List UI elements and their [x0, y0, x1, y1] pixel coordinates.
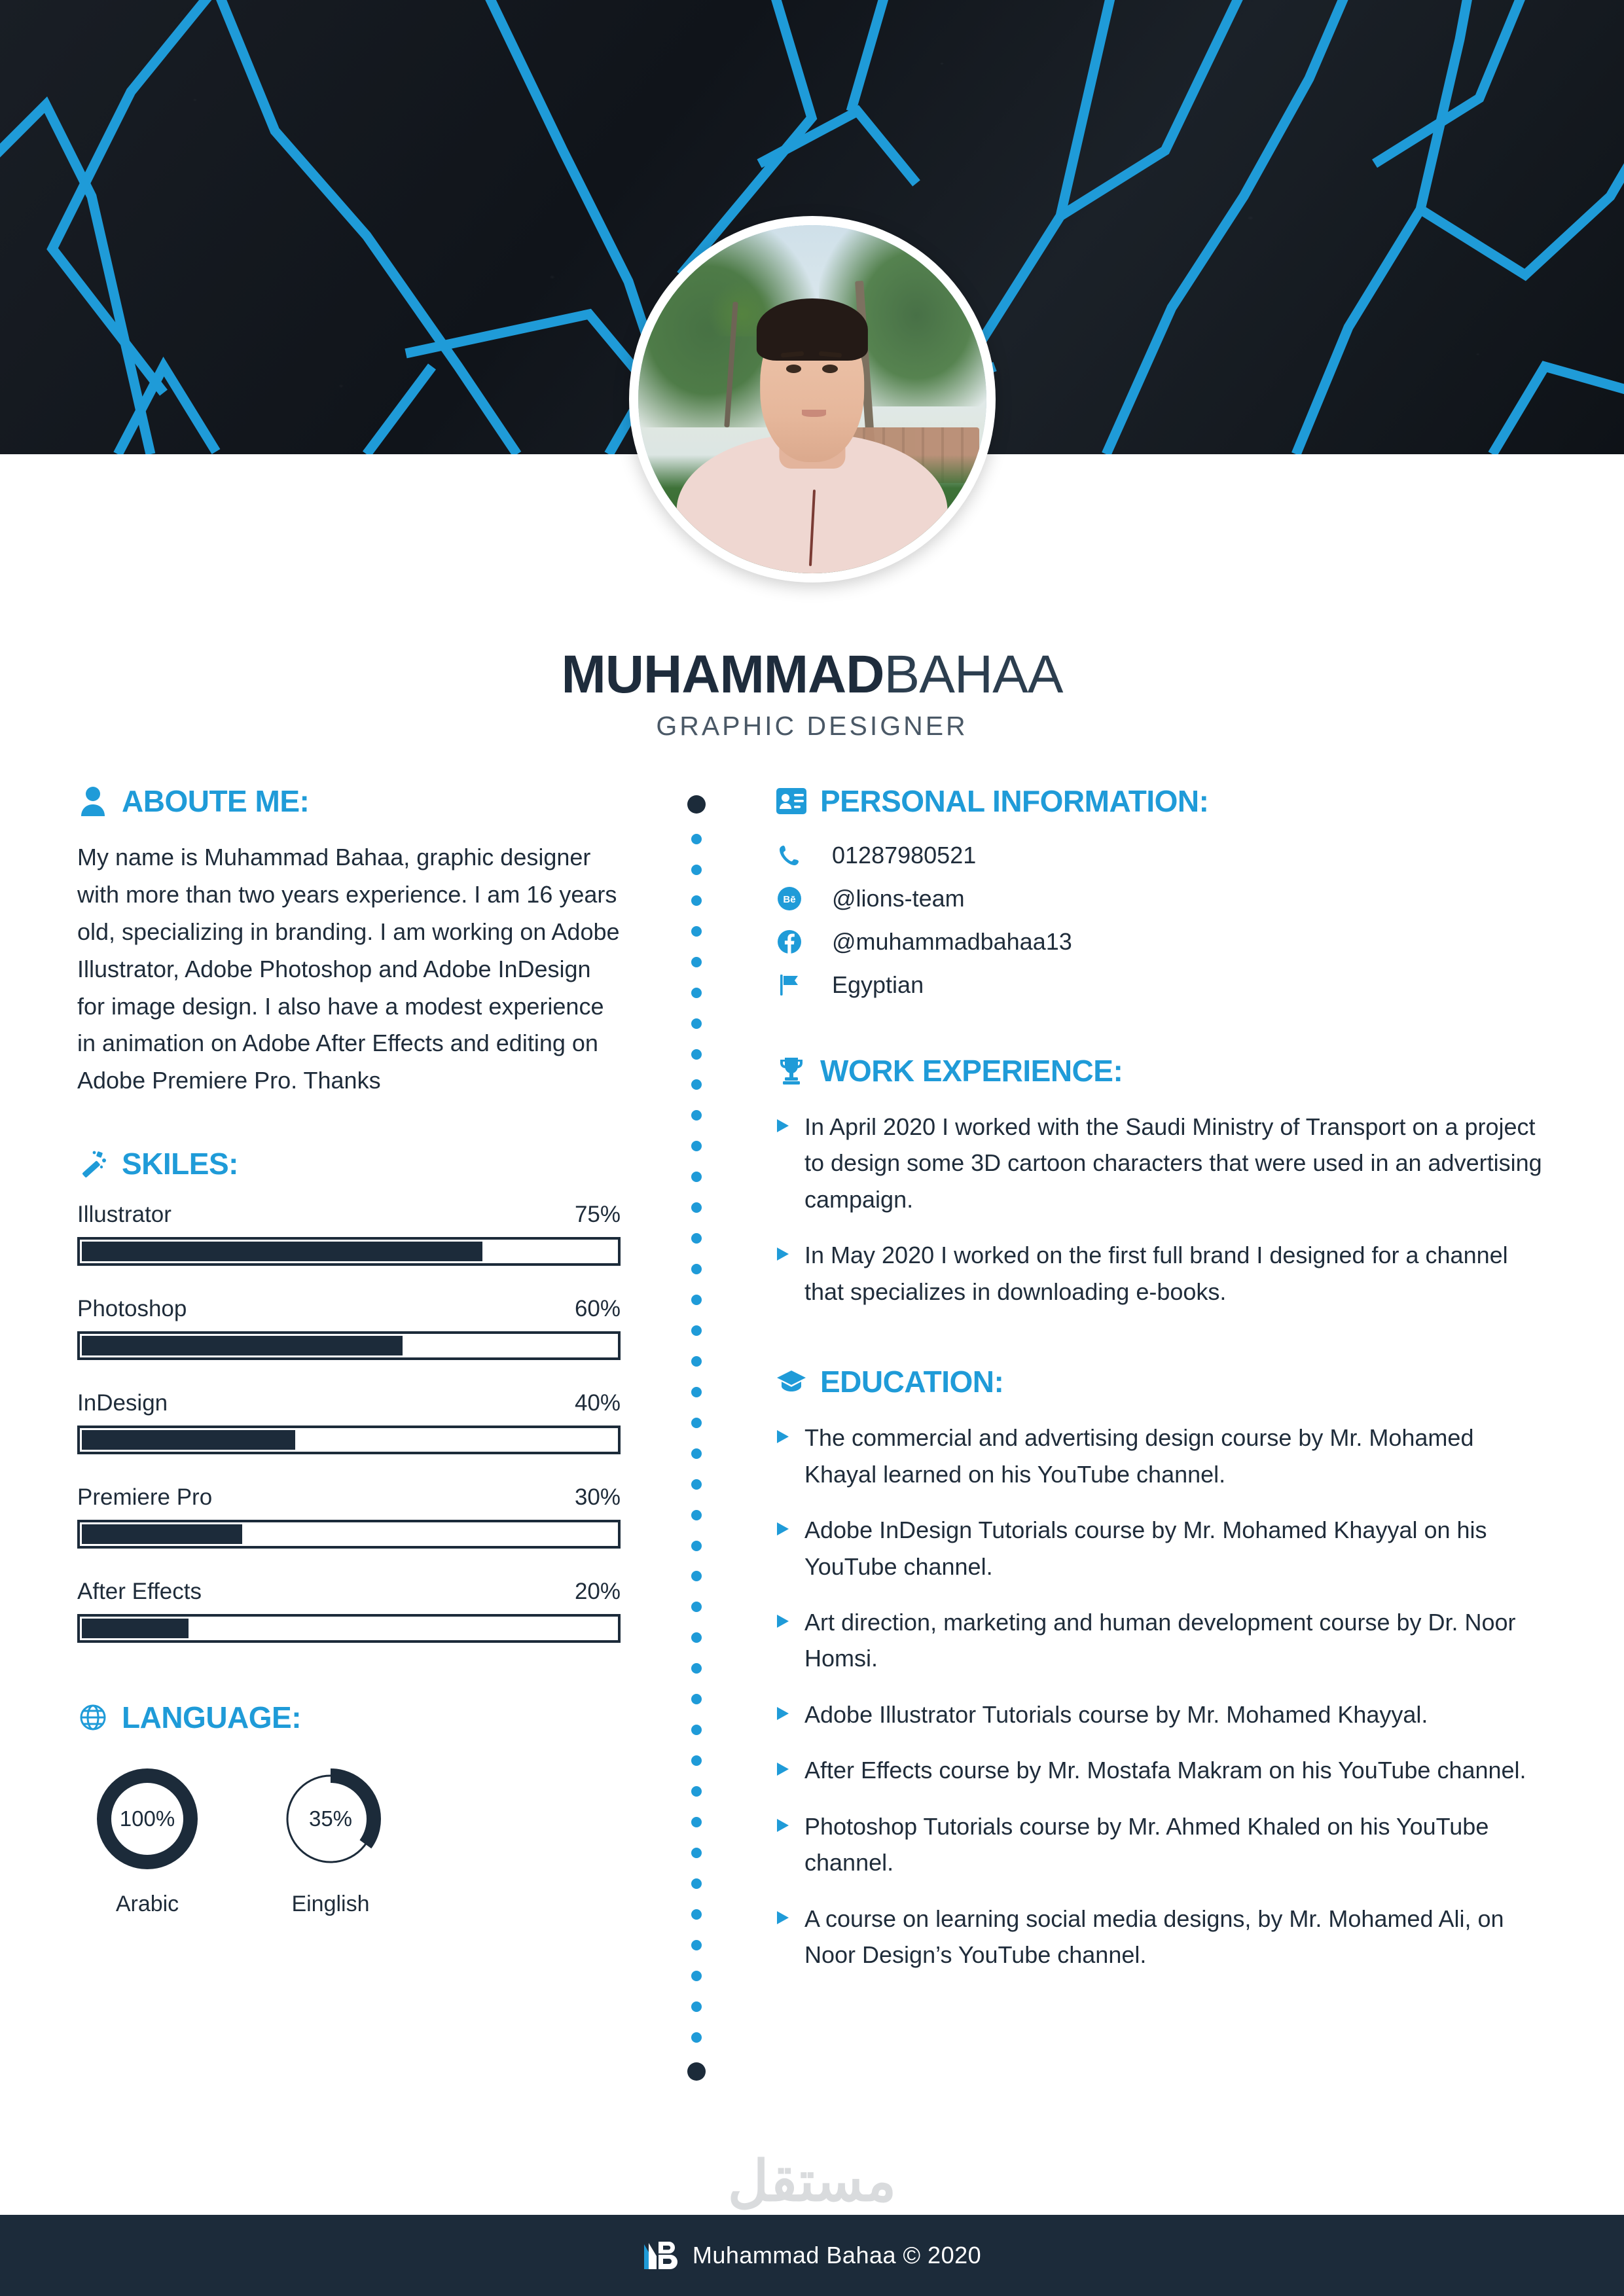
bullet-triangle-icon: [776, 1761, 790, 1780]
avatar: [629, 216, 996, 583]
language-item: [275, 1763, 386, 1917]
left-column: [77, 785, 621, 1917]
person-icon: [77, 785, 109, 817]
language-item: [92, 1763, 203, 1917]
language-donut-chart: [92, 1763, 203, 1874]
skill-progress-bar: [77, 1426, 621, 1454]
bullet-triangle-icon: [776, 1118, 790, 1137]
bullet-triangle-icon: [776, 1706, 790, 1725]
list-item-text: A course on learning social media designs, by Mr. Mohamed Ali, on Noor Design’s YouTube channel.: [804, 1905, 1504, 1968]
list-item: [776, 1604, 1548, 1677]
language-label: Einglish: [291, 1892, 370, 1917]
skill-item: [77, 1296, 621, 1360]
id-card-icon: [776, 785, 807, 817]
list-item-text: The commercial and advertising design course by Mr. Mohamed Khayal learned on his YouTube channel.: [804, 1424, 1474, 1488]
list-item-text: After Effects course by Mr. Mostafa Makram on his YouTube channel.: [804, 1757, 1526, 1784]
about-heading: [77, 785, 621, 817]
personal-information-value: @lions-team: [832, 885, 965, 912]
phone-icon: [776, 842, 803, 869]
work-experience-section: [776, 1055, 1548, 1310]
list-item: [776, 1512, 1548, 1585]
education-section: [776, 1366, 1548, 1973]
skill-item: [77, 1390, 621, 1454]
divider-cap-dot-bottom: [687, 2062, 706, 2081]
list-item: [776, 1696, 1548, 1732]
bullet-triangle-icon: [776, 1818, 790, 1837]
job-role: GRAPHIC DESIGNER: [656, 711, 968, 741]
bullet-triangle-icon: [776, 1910, 790, 1929]
right-column: [776, 785, 1548, 1992]
list-item: [776, 1808, 1548, 1881]
mb-monogram-logo: [643, 2239, 681, 2272]
skill-item: [77, 1579, 621, 1643]
language-section: [77, 1702, 621, 1917]
personal-information-value: 01287980521: [832, 842, 977, 869]
work-experience-list: [776, 1109, 1548, 1310]
behance-icon: [776, 885, 803, 912]
skills-heading-label: SKILES:: [122, 1147, 238, 1181]
watermark-arabic: مستقل: [727, 2150, 897, 2213]
skill-name: InDesign: [77, 1390, 168, 1416]
list-item-text: Photoshop Tutorials course by Mr. Ahmed Khaled on his YouTube channel.: [804, 1812, 1489, 1876]
about-text: My name is Muhammad Bahaa, graphic designer with more than two years experience. I am 16 years old, specializing in branding. I am working on Adobe Illustrator, Adobe Photoshop and Adobe InDesign for image design. I also have a modest experience in animation on Adobe After Effects and editing on Adobe Premiere Pro. Thanks: [77, 844, 620, 1094]
bullet-triangle-icon: [776, 1521, 790, 1540]
flag-icon: [776, 971, 803, 999]
bullet-triangle-icon: [776, 1429, 790, 1448]
language-label: Arabic: [115, 1892, 179, 1917]
language-heading-label: LANGUAGE:: [122, 1700, 302, 1735]
first-name: MUHAMMAD: [561, 645, 884, 704]
divider-cap-dot-top: [687, 795, 706, 814]
bullet-triangle-icon: [776, 1613, 790, 1632]
facebook-icon: [776, 928, 803, 956]
personal-information-row[interactable]: [776, 885, 1548, 912]
list-item: [776, 1420, 1548, 1492]
list-item-text: Art direction, marketing and human development course by Dr. Noor Homsi.: [804, 1608, 1516, 1672]
personal-information-value: @muhammadbahaa13: [832, 928, 1072, 955]
skill-name: Photoshop: [77, 1296, 187, 1322]
list-item: [776, 1237, 1548, 1310]
skill-percent: 75%: [574, 1202, 621, 1228]
personal-information-row[interactable]: [776, 842, 1548, 869]
page-title: [0, 645, 1624, 704]
magic-wand-icon: [77, 1148, 109, 1179]
language-list: [77, 1763, 621, 1917]
footer-copyright: Muhammad Bahaa © 2020: [692, 2242, 982, 2269]
svg-text:Bē: Bē: [783, 894, 796, 905]
skills-list: [77, 1202, 621, 1643]
last-name: BAHAA: [884, 645, 1063, 704]
language-heading: [77, 1702, 621, 1733]
list-item-text: Adobe InDesign Tutorials course by Mr. Mohamed Khayyal on his YouTube channel.: [804, 1516, 1487, 1580]
personal-information-heading-label: PERSONAL INFORMATION:: [820, 784, 1209, 818]
language-percent: 35%: [308, 1806, 353, 1831]
list-item-text: Adobe Illustrator Tutorials course by Mr. Mohamed Khayyal.: [804, 1700, 1428, 1728]
list-item: [776, 1109, 1548, 1217]
personal-information-list: [776, 842, 1548, 999]
personal-information-value: Egyptian: [832, 971, 924, 998]
skill-progress-bar: [77, 1614, 621, 1643]
skill-name: Premiere Pro: [77, 1484, 213, 1511]
education-list: [776, 1420, 1548, 1973]
skill-progress-bar: [77, 1237, 621, 1266]
skill-progress-bar: [77, 1520, 621, 1549]
bullet-triangle-icon: [776, 1246, 790, 1265]
work-experience-heading: [776, 1055, 1548, 1086]
personal-information-row[interactable]: [776, 928, 1548, 956]
skill-percent: 30%: [574, 1484, 621, 1511]
list-item: [776, 1752, 1548, 1788]
skill-name: Illustrator: [77, 1202, 171, 1228]
education-heading-label: EDUCATION:: [820, 1365, 1004, 1399]
skill-progress-bar: [77, 1331, 621, 1360]
footer-bar: [0, 2215, 1624, 2296]
list-item-text: In April 2020 I worked with the Saudi Ministry of Transport on a project to design some 3D cartoon characters that were used in an advertising campaign.: [804, 1113, 1542, 1213]
personal-information-section: [776, 785, 1548, 999]
column-divider: [689, 795, 704, 2081]
skills-heading: [77, 1148, 621, 1179]
trophy-icon: [776, 1055, 807, 1086]
personal-information-heading: [776, 785, 1548, 817]
skill-percent: 20%: [574, 1579, 621, 1605]
graduation-cap-icon: [776, 1366, 807, 1397]
work-experience-heading-label: WORK EXPERIENCE:: [820, 1054, 1123, 1088]
identity-block: [0, 645, 1624, 742]
skill-percent: 40%: [574, 1390, 621, 1416]
skill-item: [77, 1202, 621, 1266]
avatar-photo: [638, 225, 986, 573]
globe-icon: [77, 1702, 109, 1733]
skill-percent: 60%: [574, 1296, 621, 1322]
skill-item: [77, 1484, 621, 1549]
about-heading-label: ABOUTE ME:: [122, 784, 310, 818]
language-donut-chart: [275, 1763, 386, 1874]
list-item-text: In May 2020 I worked on the first full brand I designed for a channel that specializes in downloading e-books.: [804, 1242, 1508, 1305]
skills-section: [77, 1148, 621, 1643]
about-section: [77, 785, 621, 1100]
education-heading: [776, 1366, 1548, 1397]
skill-name: After Effects: [77, 1579, 202, 1605]
language-percent: 100%: [119, 1806, 175, 1831]
list-item: [776, 1901, 1548, 1973]
personal-information-row[interactable]: [776, 971, 1548, 999]
